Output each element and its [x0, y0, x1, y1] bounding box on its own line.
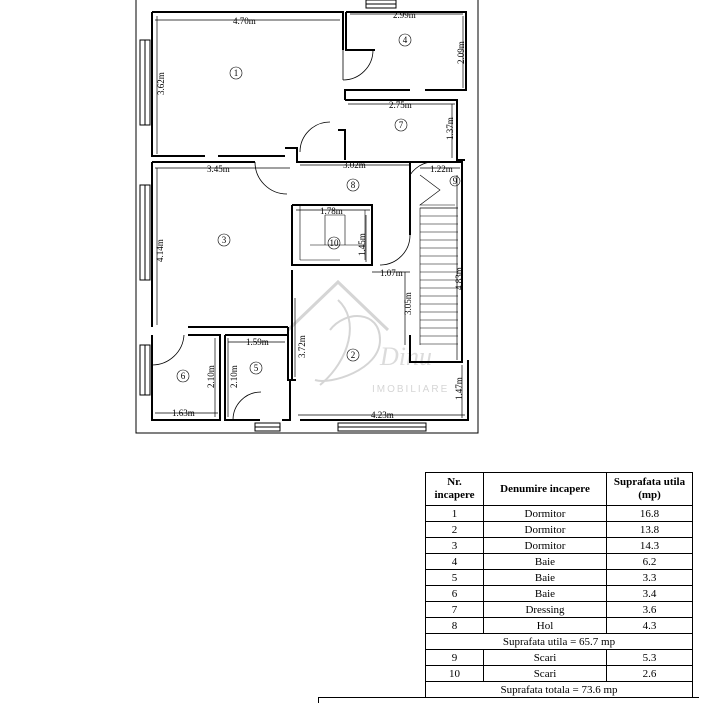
cell-area: 3.4 — [607, 586, 693, 602]
dim-483: 4.83m — [454, 267, 464, 290]
cell-area: 5.3 — [607, 650, 693, 666]
dim-372: 3.72m — [297, 335, 307, 358]
header-nr: Nr. incapere — [426, 473, 484, 506]
dim-178: 1.78m — [320, 206, 343, 216]
cell-area: 2.6 — [607, 666, 693, 682]
watermark-logo — [288, 282, 449, 395]
header-name: Denumire incapere — [484, 473, 607, 506]
header-area: Suprafata utila (mp) — [607, 473, 693, 506]
useful-area-total: Suprafata utila = 65.7 mp — [426, 634, 693, 650]
room-number-3: 3 — [221, 235, 227, 245]
table-row — [426, 522, 693, 538]
dim-163: 1.63m — [172, 408, 195, 418]
table-row — [426, 586, 693, 602]
cell-area: 13.8 — [607, 522, 693, 538]
room-number-4: 4 — [402, 35, 408, 45]
room-number-8: 8 — [350, 180, 356, 190]
table-row — [426, 602, 693, 618]
cell-nr: 1 — [426, 506, 484, 522]
table-row — [426, 650, 693, 666]
dim-414: 4.14m — [155, 239, 165, 262]
grand-total: Suprafata totala = 73.6 mp — [426, 682, 693, 698]
dim-210-room5: 2.10m — [229, 365, 239, 388]
cell-nr: 6 — [426, 586, 484, 602]
room-number-10: 10 — [329, 238, 339, 248]
cell-name: Dressing — [484, 602, 607, 618]
watermark-subtitle: IMOBILIARE — [372, 384, 450, 395]
dim-275: 2.75m — [389, 100, 412, 110]
room-number-5: 5 — [253, 363, 259, 373]
cell-name: Dormitor — [484, 522, 607, 538]
cell-area: 14.3 — [607, 538, 693, 554]
room-area-table — [425, 472, 693, 698]
table-row — [426, 570, 693, 586]
cell-nr: 8 — [426, 618, 484, 634]
cell-name: Dormitor — [484, 538, 607, 554]
dim-305: 3.05m — [403, 292, 413, 315]
dim-299: 2.99m — [393, 10, 416, 20]
dim-362: 3.62m — [156, 72, 166, 95]
dim-210-room6: 2.10m — [206, 365, 216, 388]
table-row — [426, 554, 693, 570]
dim-122: 1.22m — [430, 164, 453, 174]
dim-137: 1.37m — [445, 117, 455, 140]
room-number-2: 2 — [350, 350, 356, 360]
cell-name: Dormitor — [484, 506, 607, 522]
dim-423: 4.23m — [371, 410, 394, 420]
table-row — [426, 618, 693, 634]
table-row — [426, 538, 693, 554]
cell-name: Hol — [484, 618, 607, 634]
cell-area: 3.6 — [607, 602, 693, 618]
dim-302: 3.02m — [343, 160, 366, 170]
cell-name: Baie — [484, 554, 607, 570]
cell-nr: 4 — [426, 554, 484, 570]
title-block-edge — [318, 697, 699, 703]
cell-nr: 10 — [426, 666, 484, 682]
cell-nr: 3 — [426, 538, 484, 554]
cell-area: 4.3 — [607, 618, 693, 634]
cell-nr: 2 — [426, 522, 484, 538]
dim-145: 1.45m — [357, 233, 367, 256]
cell-area: 3.3 — [607, 570, 693, 586]
cell-name: Baie — [484, 586, 607, 602]
room-number-7: 7 — [398, 120, 404, 130]
room-number-9: 9 — [452, 176, 458, 186]
table-row — [426, 506, 693, 522]
room-number-6: 6 — [180, 371, 186, 381]
cell-area: 16.8 — [607, 506, 693, 522]
dim-107: 1.07m — [380, 268, 403, 278]
cell-name: Scari — [484, 650, 607, 666]
room-number-1: 1 — [233, 68, 239, 78]
watermark-brand: Dinu — [380, 342, 432, 371]
table-row — [426, 666, 693, 682]
dim-147: 1.47m — [454, 377, 464, 400]
dim-345: 3.45m — [207, 164, 230, 174]
cell-name: Baie — [484, 570, 607, 586]
dim-209: 2.09m — [456, 41, 466, 64]
cell-nr: 7 — [426, 602, 484, 618]
cell-area: 6.2 — [607, 554, 693, 570]
cell-nr: 9 — [426, 650, 484, 666]
cell-name: Scari — [484, 666, 607, 682]
cell-nr: 5 — [426, 570, 484, 586]
dim-470: 4.70m — [233, 16, 256, 26]
dim-159: 1.59m — [246, 337, 269, 347]
